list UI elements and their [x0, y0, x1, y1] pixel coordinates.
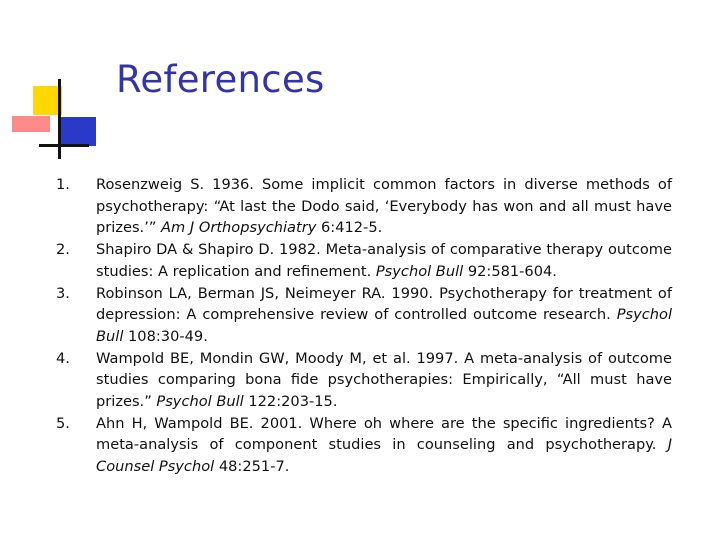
reference-text: Robinson LA, Berman JS, Neimeyer RA. 1990. Psychotherapy for treatment of depression: A comprehensive review of controlled outcome research. [96, 284, 672, 324]
reference-journal: Am J Orthopsychiatry [161, 219, 317, 237]
reference-citation: 122:203-15. [243, 393, 338, 411]
reference-number: 3. [56, 284, 70, 302]
slide-title: References [116, 58, 325, 101]
reference-citation: 6:412-5. [316, 219, 383, 237]
reference-citation: 48:251-7. [214, 458, 290, 476]
reference-citation: 92:581-604. [463, 262, 557, 280]
reference-text: Rosenzweig S. 1936. Some implicit common factors in diverse methods of psychotherapy: “At last the Dodo said, ‘Everybody has won and all must have prizes.’” [96, 176, 672, 237]
reference-text: Shapiro DA & Shapiro D. 1982. Meta-analysis of comparative therapy outcome studies: A replication and refinement. [96, 241, 672, 280]
reference-list [56, 174, 672, 478]
reference-number: 4. [56, 349, 70, 367]
reference-item [56, 413, 672, 478]
reference-number: 5. [56, 414, 70, 432]
logo-vertical-line [58, 79, 61, 159]
slide-corner-logo [0, 0, 120, 170]
reference-citation: 108:30-49. [123, 327, 208, 345]
reference-item [56, 348, 672, 413]
reference-journal: Psychol Bull [96, 306, 672, 345]
logo-red-square [12, 116, 50, 132]
logo-horizontal-line [39, 144, 89, 147]
reference-number: 1. [56, 176, 70, 193]
reference-item [56, 174, 672, 239]
reference-journal: J Counsel Psychol [96, 436, 672, 476]
reference-number: 2. [56, 241, 70, 259]
reference-item [56, 283, 672, 348]
logo-blue-square [61, 117, 96, 146]
reference-journal: Psychol Bull [375, 262, 464, 280]
reference-text: Ahn H, Wampold BE. 2001. Where oh where are the specific ingredients? A meta-analysis of component studies in counseling and psychotherapy. [96, 414, 672, 454]
reference-item [56, 239, 672, 282]
reference-text: Wampold BE, Mondin GW, Moody M, et al. 1997. A meta-analysis of outcome studies comparing bona fide psychotherapies: Empirically, “All must have prizes.” [96, 349, 672, 411]
reference-journal: Psychol Bull [156, 393, 244, 411]
title-divider [96, 112, 676, 113]
